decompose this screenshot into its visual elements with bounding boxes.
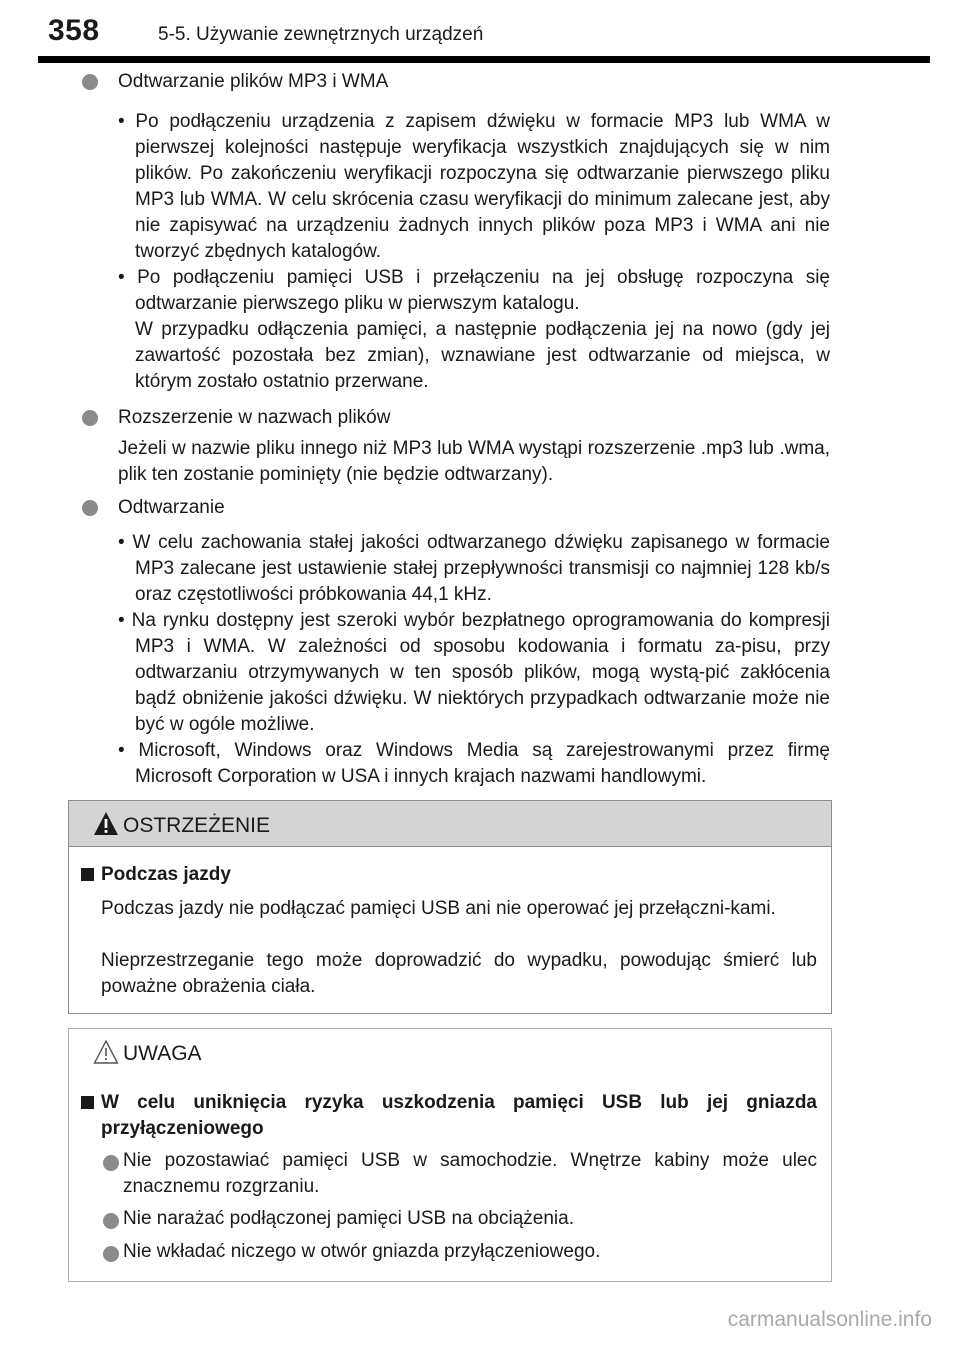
item-bullet-icon (103, 1155, 119, 1171)
square-bullet-icon (81, 1096, 94, 1109)
list-item-continuation: W przypadku odłączenia pamięci, a następnie podłączenia jej na nowo (gdy jej zawartość pozostała bez zmian), wznawiane jest odtwarzanie od miejsca, w którym zostało ostatnio przerwane. (135, 319, 830, 392)
warning-header (69, 801, 831, 847)
section-bullet-icon (82, 74, 98, 90)
chapter-title: 5-5. Używanie zewnętrznych urządzeń (158, 24, 484, 45)
item-bullet-icon (103, 1213, 119, 1229)
list-item: • Po podłączeniu urządzenia z zapisem dźwięku w formacie MP3 lub WMA w pierwszej kolejności następuje weryfikacja wszystkich znajdujących się w nim plików. Po zakończeniu weryfikacji rozpoczyna się odtwarzanie pierwszego pliku MP3 lub WMA. W celu skrócenia czasu weryfikacji do minimum zalecane jest, aby nie zapisywać na urządzeniu żadnych innych plików poza MP3 i WMA ani nie tworzyć zbędnych katalogów. (118, 111, 830, 262)
notice-item: Nie wkładać niczego w otwór gniazda przyłączeniowego. (123, 1241, 601, 1262)
list-item: • Po podłączeniu pamięci USB i przełączeniu na jej obsługę rozpoczyna się odtwarzanie pierwszego pliku w pierwszym katalogu. (118, 267, 830, 314)
list-item: • Microsoft, Windows oraz Windows Media są zarejestrowanymi przez firmę Microsoft Corporation w USA i innych krajach nazwami handlowymi. (118, 740, 830, 787)
page-number: 358 (48, 14, 100, 47)
warning-label: OSTRZEŻENIE (123, 814, 271, 837)
caution-triangle-icon (93, 1039, 119, 1065)
notice-subtitle: W celu uniknięcia ryzyka uszkodzenia pamięci USB lub jej gniazda przyłączeniowego (101, 1092, 817, 1139)
warning-subtitle: Podczas jazdy (101, 864, 231, 885)
notice-item: Nie pozostawiać pamięci USB w samochodzie. Wnętrze kabiny może ulec znacznemu rozgrzaniu. (123, 1150, 817, 1197)
section-title: Odtwarzanie plików MP3 i WMA (118, 71, 389, 92)
notice-box (68, 1028, 832, 1282)
section-title: Odtwarzanie (118, 497, 225, 518)
item-bullet-icon (103, 1246, 119, 1262)
notice-label: UWAGA (123, 1042, 202, 1065)
watermark: carmanualsonline.info (727, 1308, 932, 1331)
header-rule (38, 56, 930, 63)
warning-paragraph: Nieprzestrzeganie tego może doprowadzić do wypadku, powodując śmierć lub poważne obrażenia ciała. (101, 950, 817, 997)
page-header (0, 0, 960, 60)
notice-item: Nie narażać podłączonej pamięci USB na obciążenia. (123, 1208, 574, 1229)
section-paragraph: Jeżeli w nazwie pliku innego niż MP3 lub WMA wystąpi rozszerzenie .mp3 lub .wma, plik ten zostanie pominięty (nie będzie odtwarzany). (118, 438, 830, 485)
warning-paragraph: Podczas jazdy nie podłączać pamięci USB ani nie operować jej przełączni-kami. (101, 898, 776, 919)
section-title: Rozszerzenie w nazwach plików (118, 407, 391, 428)
warning-box (68, 800, 832, 1014)
list-item: • Na rynku dostępny jest szeroki wybór bezpłatnego oprogramowania do kompresji MP3 i WMA. W zależności od sposobu kodowania i formatu za-pisu, przy odtwarzaniu otrzymywanych w ten sposób plików, mogą wystą-pić zakłócenia bądź obniżenie jakości dźwięku. W niektórych przypadkach odtwarzanie może nie być w ogóle możliwe. (118, 610, 830, 735)
section-bullet-icon (82, 500, 98, 516)
list-item: • W celu zachowania stałej jakości odtwarzanego dźwięku zapisanego w formacie MP3 zalecane jest ustawienie stałej przepływności transmisji co najmniej 128 kb/s oraz częstotliwości próbkowania 44,1 kHz. (118, 532, 830, 605)
square-bullet-icon (81, 868, 94, 881)
warning-triangle-icon (93, 811, 119, 837)
section-bullet-icon (82, 410, 98, 426)
